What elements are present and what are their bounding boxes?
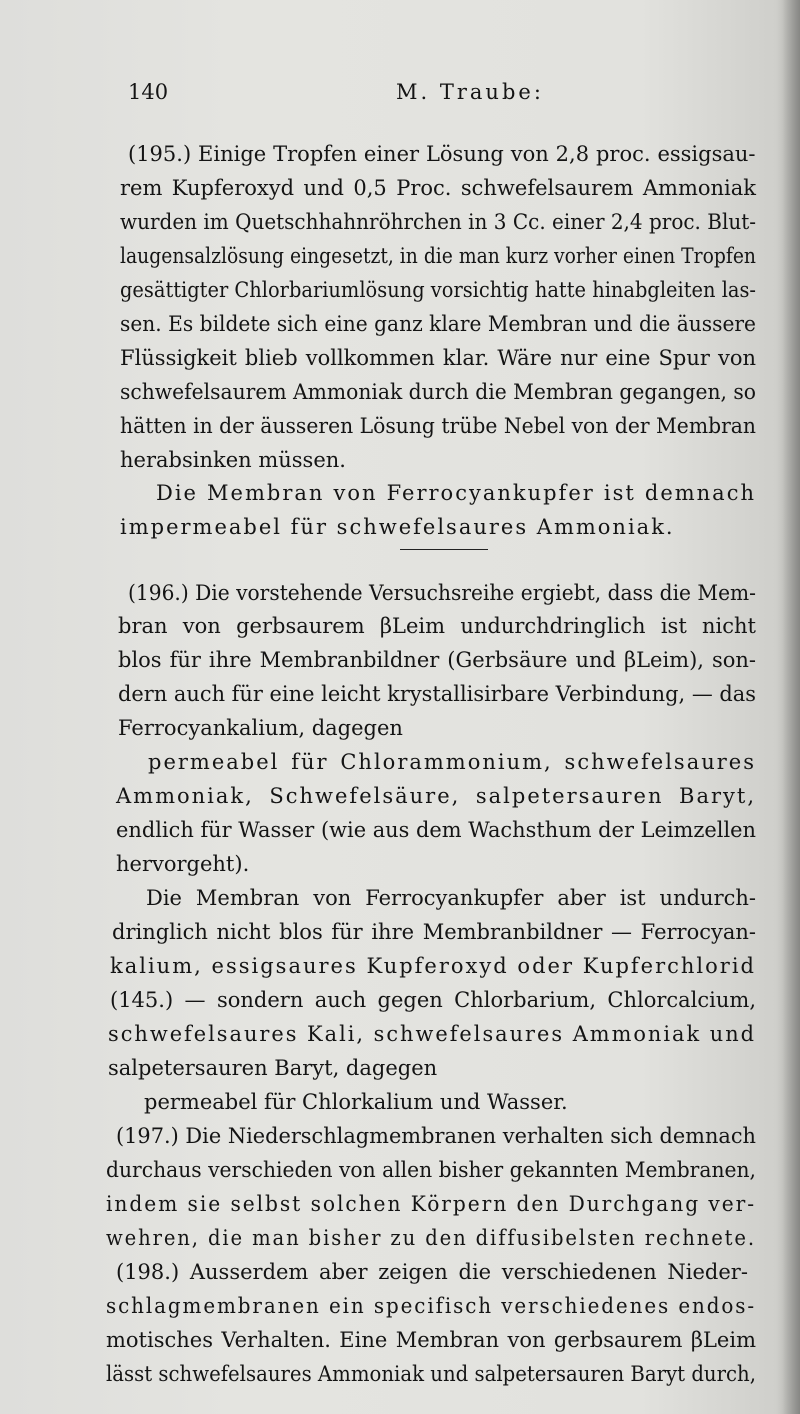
text-line: impermeabel für schwefelsaures Ammoniak. — [120, 515, 675, 539]
text-line: (197.) Die Niederschlagmembranen verhalten sich demnach — [116, 1124, 756, 1148]
section-divider — [400, 549, 488, 550]
text-line: dringlich nicht blos für ihre Membranbildner — Ferrocyan- — [112, 920, 756, 944]
page-edge-shadow — [782, 0, 800, 1414]
text-line: permeabel für Chlorammonium, schwefelsaures — [148, 750, 756, 774]
text-line: wehren, die man bisher zu den diffusibelsten rechnete. — [106, 1226, 756, 1250]
text-line: (195.) Einige Tropfen einer Lösung von 2,8 proc. essigsau- — [128, 142, 756, 166]
text-line: dern auch für eine leicht krystallisirbare Verbindung, — das — [118, 682, 756, 706]
text-line: sen. Es bildete sich eine ganz klare Membran und die äussere — [120, 312, 756, 336]
text-line: rem Kupferoxyd und 0,5 Proc. schwefelsaurem Ammoniak — [120, 176, 756, 200]
text-line: Ammoniak, Schwefelsäure, salpetersauren Baryt, — [116, 784, 756, 808]
text-line: laugensalzlösung eingesetzt, in die man kurz vorher einen Tropfen — [120, 244, 756, 268]
text-line: (145.) — sondern auch gegen Chlorbarium, Chlorcalcium, — [110, 988, 756, 1012]
text-line: schwefelsaures Kali, schwefelsaures Ammoniak und — [108, 1022, 756, 1046]
text-line: Flüssigkeit blieb vollkommen klar. Wäre nur eine Spur von — [120, 346, 756, 370]
text-line: hätten in der äusseren Lösung trübe Nebel von der Membran — [120, 414, 756, 438]
text-line: Die Membran von Ferrocyankupfer aber ist undurch- — [146, 886, 756, 910]
text-line: schwefelsaurem Ammoniak durch die Membran gegangen, so — [120, 380, 756, 404]
running-head: M. Traube: — [396, 80, 544, 104]
page-header — [128, 80, 688, 116]
page-number: 140 — [128, 80, 169, 104]
text-line: lässt schwefelsaures Ammoniak und salpetersauren Baryt durch, — [106, 1362, 756, 1386]
text-line: motisches Verhalten. Eine Membran von gerbsaurem βLeim — [106, 1328, 756, 1352]
text-line: gesättigter Chlorbariumlösung vorsichtig hatte hinabgleiten las- — [120, 278, 756, 302]
text-line: bran von gerbsaurem βLeim undurchdringlich ist nicht — [118, 614, 756, 638]
text-line: kalium, essigsaures Kupferoxyd oder Kupferchlorid — [110, 954, 756, 978]
text-line: schlagmembranen ein specifisch verschiedenes endos- — [106, 1294, 756, 1318]
text-line: indem sie selbst solchen Körpern den Durchgang ver- — [106, 1192, 756, 1216]
text-line: Ferrocyankalium, dagegen — [118, 716, 403, 740]
text-line: hervorgeht). — [116, 852, 250, 876]
text-line: blos für ihre Membranbildner (Gerbsäure und βLeim), son- — [118, 648, 756, 672]
text-line: permeabel für Chlorkalium und Wasser. — [144, 1090, 568, 1114]
text-line: durchaus verschieden von allen bisher gekannten Membranen, — [106, 1158, 756, 1182]
text-line: wurden im Quetschhahnröhrchen in 3 Cc. einer 2,4 proc. Blut- — [120, 210, 756, 234]
text-line: salpetersauren Baryt, dagegen — [108, 1056, 438, 1080]
text-line: Die Membran von Ferrocyankupfer ist demnach — [156, 481, 756, 505]
text-line: endlich für Wasser (wie aus dem Wachsthum der Leimzellen — [116, 818, 756, 842]
text-line: herabsinken müssen. — [120, 448, 346, 472]
text-line: (198.) Ausserdem aber zeigen die verschiedenen Nieder- — [116, 1260, 748, 1284]
text-line: (196.) Die vorstehende Versuchsreihe ergiebt, dass die Mem- — [128, 581, 756, 605]
